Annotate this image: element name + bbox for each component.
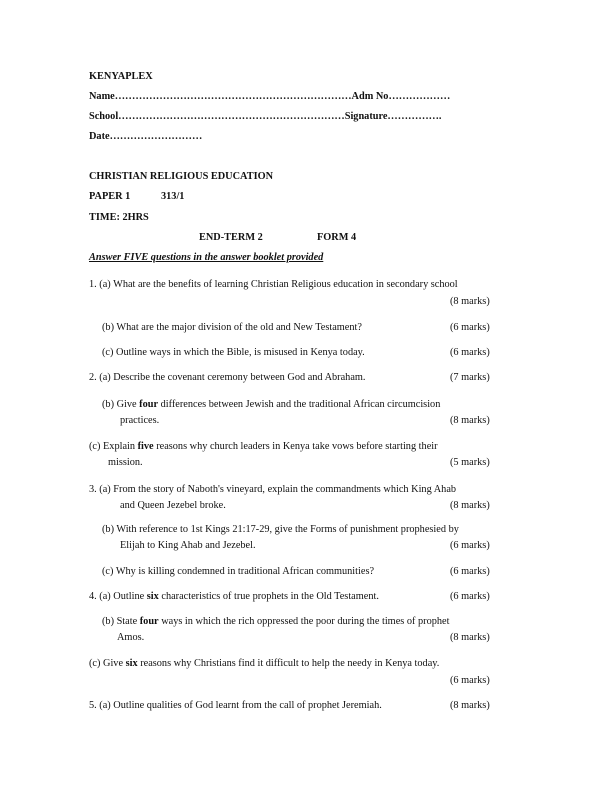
text: characteristics of true prophets in the Old Testament. — [158, 591, 379, 602]
question-2b-continued: practices. — [120, 415, 160, 426]
question-4b — [102, 616, 449, 628]
text: differences between Jewish and the traditional African circumcision — [158, 399, 441, 410]
question-2b — [102, 399, 440, 411]
marks-4a: (6 marks) — [450, 591, 490, 602]
marks-4c: (6 marks) — [450, 675, 490, 686]
question-4c — [89, 658, 439, 670]
marks-3a: (8 marks) — [450, 500, 490, 511]
exam-term: END-TERM 2 — [199, 232, 263, 243]
text: (b) Give — [102, 399, 140, 410]
marks-2b: (8 marks) — [450, 415, 490, 426]
marks-1b: (6 marks) — [450, 322, 490, 333]
school-brand: KENYAPLEX — [89, 71, 153, 82]
question-3b-continued: Elijah to King Ahab and Jezebel. — [120, 540, 256, 551]
question-2c-continued: mission. — [108, 457, 143, 468]
marks-1c: (6 marks) — [450, 347, 490, 358]
text: (c) Explain — [89, 441, 138, 452]
question-3c: (c) Why is killing condemned in traditional African communities? — [102, 566, 375, 577]
question-1b: (b) What are the major division of the old and New Testament? — [102, 322, 362, 333]
text: reasons why church leaders in Kenya take vows before starting their — [153, 441, 438, 452]
question-4a — [89, 591, 379, 603]
question-1a: 1. (a) What are the benefits of learning Christian Religious education in secondary school — [89, 279, 458, 290]
text: reasons why Christians find it difficult to help the needy in Kenya today. — [137, 658, 440, 669]
question-1c: (c) Outline ways in which the Bible, is misused in Kenya today. — [102, 347, 365, 358]
marks-5a: (8 marks) — [450, 700, 490, 711]
marks-4b: (8 marks) — [450, 632, 490, 643]
marks-3b: (6 marks) — [450, 540, 490, 551]
text: ways in which the rich oppressed the poor during the times of prophet — [158, 616, 450, 627]
marks-2a: (7 marks) — [450, 372, 490, 383]
emphasis: six — [146, 591, 159, 602]
exam-instruction: Answer FIVE questions in the answer booklet provided — [89, 252, 324, 263]
marks-2c: (5 marks) — [450, 457, 490, 468]
question-2a: 2. (a) Describe the covenant ceremony between God and Abraham. — [89, 372, 366, 383]
text: (b) State — [102, 616, 140, 627]
emphasis: four — [139, 616, 159, 627]
text: (c) Give — [89, 658, 126, 669]
question-2c — [89, 441, 438, 453]
text: 4. (a) Outline — [89, 591, 147, 602]
question-3a: 3. (a) From the story of Naboth's vineyard, explain the commandments which King Ahab — [89, 484, 457, 495]
marks-3c: (6 marks) — [450, 566, 490, 577]
question-5a: 5. (a) Outline qualities of God learnt from the call of prophet Jeremiah. — [89, 700, 382, 711]
school-field-line: School…………………………………………………………Signature……………. — [89, 111, 442, 122]
emphasis: four — [139, 399, 159, 410]
emphasis: five — [137, 441, 154, 452]
name-field-line: Name……………………………………………………………Adm No……………… — [89, 91, 451, 102]
exam-form: FORM 4 — [317, 232, 357, 243]
exam-time: TIME: 2HRS — [89, 212, 149, 223]
emphasis: six — [125, 658, 138, 669]
paper-code: 313/1 — [161, 191, 185, 202]
date-field-line: Date……………………… — [89, 131, 203, 142]
question-3a-continued: and Queen Jezebel broke. — [120, 500, 226, 511]
question-4b-continued: Amos. — [117, 632, 145, 643]
marks-1a: (8 marks) — [450, 296, 490, 307]
paper-number: PAPER 1 — [89, 191, 131, 202]
subject-title: CHRISTIAN RELIGIOUS EDUCATION — [89, 171, 274, 182]
question-3b: (b) With reference to 1st Kings 21:17-29, give the Forms of punishment prophesied by — [102, 524, 459, 535]
